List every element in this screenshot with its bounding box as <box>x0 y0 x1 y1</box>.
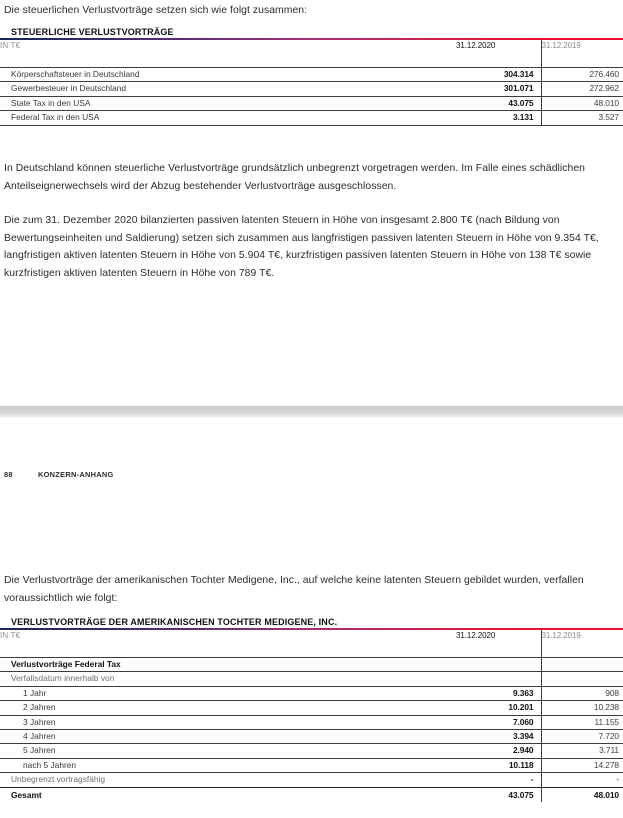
row-value-2020: 10.118 <box>456 758 541 772</box>
paragraph-medigene <box>4 572 616 607</box>
table-2-spacer-label <box>0 642 456 658</box>
paragraph-carryforward <box>4 160 618 195</box>
table-row <box>0 68 623 82</box>
row-value-2020: 7.060 <box>456 715 541 729</box>
table-row <box>0 730 623 744</box>
row-value-2020: - <box>456 773 541 787</box>
row-value-2019: 276.460 <box>541 68 623 82</box>
table-steuerliche-verlustvortraege <box>0 27 623 126</box>
row-label: Federal Tax in den USA <box>0 111 456 125</box>
table-2-header-row <box>0 630 623 642</box>
paragraph-deferred-taxes-text: Die zum 31. Dezember 2020 bilanzierten passiven latenten Steuern in Höhe von insgesamt 2.800 T€ (nach Bildung von Bewertungseinheiten und Saldierung) setzen sich zusammen aus langfristigen passiven latenten Steuern in Höhe von 9.354 T€, langfristigen aktiven latenten Steuern in Höhe von 5.904 T€, kurzfristigen passiven latenten Steuern in Höhe von 138 T€ sowie kurzfristigen aktiven latenten Steuern in Höhe von 789 T€. <box>4 215 599 279</box>
row-value-2020: 3.394 <box>456 730 541 744</box>
table-row <box>0 686 623 700</box>
paragraph-deferred-taxes <box>4 212 620 282</box>
table-2-col-2020: 31.12.2020 <box>456 631 496 640</box>
table-1-spacer-2019 <box>541 52 623 68</box>
row-value-2020: 9.363 <box>456 686 541 700</box>
total-row-value-2019: 48.010 <box>541 787 623 802</box>
row-value-2019: 908 <box>541 686 623 700</box>
table-2-title: VERLUSTVORTRÄGE DER AMERIKANISCHEN TOCHTER MEDIGENE, INC. <box>11 617 338 627</box>
table-2-spacer-2019 <box>541 642 623 658</box>
table-total-row <box>0 787 623 802</box>
table-1-grid <box>0 40 623 126</box>
subsection-header-label: Verfallsdatum innerhalb von <box>0 672 456 686</box>
table-1-header-row <box>0 40 623 52</box>
row-label: 3 Jahren <box>0 715 456 729</box>
page-number: 88 <box>4 470 13 479</box>
row-label: Gewerbesteuer in Deutschland <box>0 82 456 96</box>
table-2-spacer-row <box>0 642 623 658</box>
section-header-label: Verlustvorträge Federal Tax <box>0 658 456 672</box>
table-verlustvortraege-medigene <box>0 617 623 802</box>
table-row <box>0 715 623 729</box>
table-1-col-2020: 31.12.2020 <box>456 41 496 50</box>
row-label: 5 Jahren <box>0 744 456 758</box>
row-value-2020: 304.314 <box>456 68 541 82</box>
section-header-2020 <box>456 658 541 672</box>
row-value-2020: 3.131 <box>456 111 541 125</box>
total-row-value-2020: 43.075 <box>456 787 541 802</box>
row-value-2019: 272.962 <box>541 82 623 96</box>
table-2-grid <box>0 630 623 802</box>
subsection-header-2019 <box>541 672 623 686</box>
bottom-rule-label <box>0 125 456 126</box>
row-value-2019: 3.527 <box>541 111 623 125</box>
table-row <box>0 111 623 125</box>
page-break-separator <box>0 405 623 418</box>
bottom-rule-2019 <box>541 125 623 126</box>
table-row-unlimited <box>0 773 623 787</box>
row-label: State Tax in den USA <box>0 96 456 110</box>
table-1-spacer-row <box>0 52 623 68</box>
running-section-title: KONZERN-ANHANG <box>38 470 114 479</box>
intro-paragraph <box>4 2 616 20</box>
table-2-col-2019: 31.12.2019 <box>541 630 623 642</box>
table-row <box>0 82 623 96</box>
row-label: 1 Jahr <box>0 686 456 700</box>
bottom-rule-2020 <box>456 125 541 126</box>
table-subsection-header-row <box>0 672 623 686</box>
row-value-2019: 14.278 <box>541 758 623 772</box>
row-value-2019: 3.711 <box>541 744 623 758</box>
total-row-label: Gesamt <box>0 787 456 802</box>
table-1-spacer-2020 <box>456 52 541 68</box>
row-value-2019: 10.238 <box>541 701 623 715</box>
table-1-unit-label: IN T€ <box>0 41 21 50</box>
row-label: 2 Jahren <box>0 701 456 715</box>
table-1-bottom-rule <box>0 125 623 126</box>
row-value-2020: 43.075 <box>456 96 541 110</box>
table-section-header-row <box>0 658 623 672</box>
row-value-2019: 7.720 <box>541 730 623 744</box>
subsection-header-2020 <box>456 672 541 686</box>
table-1-col-2019: 31.12.2019 <box>541 40 623 52</box>
paragraph-medigene-text: Die Verlustvorträge der amerikanischen Tochter Medigene, Inc., auf welche keine latenten Steuern gebildet wurden, verfallen voraussichtlich wie folgt: <box>4 575 584 604</box>
paragraph-carryforward-text: In Deutschland können steuerliche Verlustvorträge grundsätzlich unbegrenzt vorgetragen werden. Im Falle eines schädlichen Anteilseignerwechsels wird der Abzug bestehender Verlustvorträge ausgeschlossen. <box>4 163 585 192</box>
row-value-2020: 10.201 <box>456 701 541 715</box>
row-label: Körperschaftsteuer in Deutschland <box>0 68 456 82</box>
table-row <box>0 96 623 110</box>
table-1-spacer-label <box>0 52 456 68</box>
row-label: Unbegrenzt vortragsfähig <box>0 773 456 787</box>
table-1-title: STEUERLICHE VERLUSTVORTRÄGE <box>11 27 174 37</box>
row-value-2020: 2.940 <box>456 744 541 758</box>
row-value-2020: 301.071 <box>456 82 541 96</box>
row-value-2019: 11.155 <box>541 715 623 729</box>
row-value-2019: - <box>541 773 623 787</box>
table-row <box>0 744 623 758</box>
table-2-unit-label: IN T€ <box>0 631 21 640</box>
table-row <box>0 701 623 715</box>
table-2-spacer-2020 <box>456 642 541 658</box>
row-value-2019: 48.010 <box>541 96 623 110</box>
section-header-2019 <box>541 658 623 672</box>
intro-paragraph-text: Die steuerlichen Verlustvorträge setzen sich wie folgt zusammen: <box>4 5 308 16</box>
row-label: 4 Jahren <box>0 730 456 744</box>
row-label: nach 5 Jahren <box>0 758 456 772</box>
table-row <box>0 758 623 772</box>
